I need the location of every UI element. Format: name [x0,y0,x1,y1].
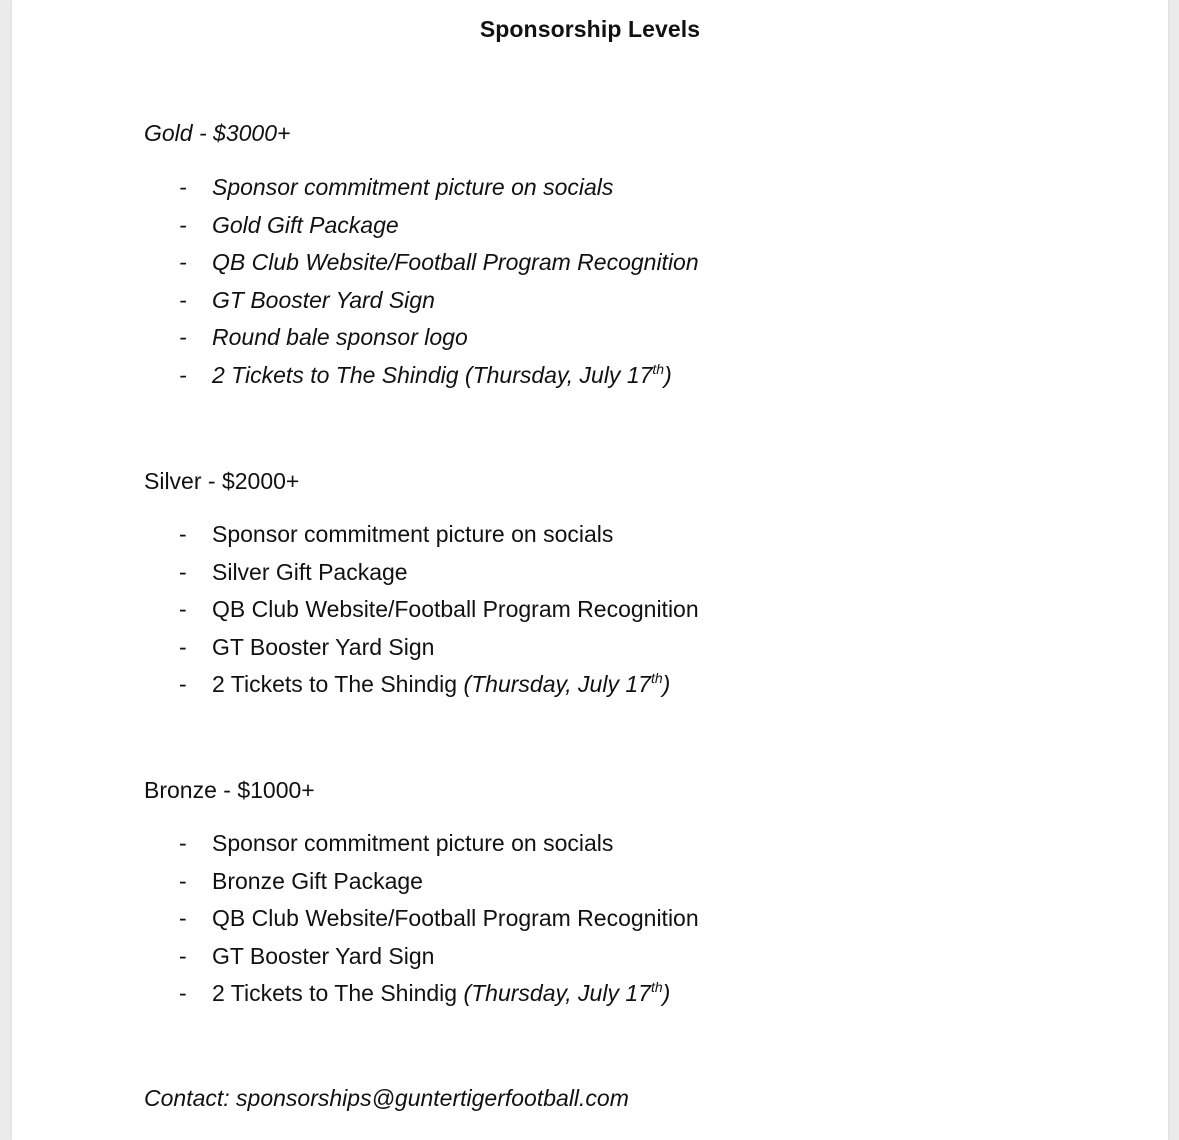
benefit-text: QB Club Website/Football Program Recognition [212,905,699,932]
list-dash: - [179,867,187,894]
tier-heading-silver: Silver - $2000+ [144,468,300,494]
ticket-date-suffix: th [652,360,665,377]
benefit-text: GT Booster Yard Sign [212,633,435,660]
ticket-date-close: ) [662,671,671,698]
benefit-text: Sponsor commitment picture on socials [212,521,614,547]
tier-heading-bronze: Bronze - $1000+ [144,777,315,803]
list-dash: - [179,633,187,660]
benefit-text: GT Booster Yard Sign [212,286,435,313]
ticket-date: (Thursday, July 17 [464,361,653,388]
ticket-date-suffix: th [650,670,663,687]
document-page [12,0,1168,1140]
list-dash: - [179,830,187,856]
ticket-text [212,362,672,389]
list-dash: - [179,286,187,313]
ticket-date-suffix: th [650,979,663,996]
list-dash: - [179,249,187,276]
benefit-text: Round bale sponsor logo [212,324,468,351]
ticket-label: 2 Tickets to The Shindig [212,671,464,698]
list-dash: - [179,211,187,238]
benefit-text: Sponsor commitment picture on socials [212,174,614,200]
list-dash: - [179,558,187,585]
benefit-text: Gold Gift Package [212,211,399,238]
benefit-text: GT Booster Yard Sign [212,942,435,969]
ticket-label: 2 Tickets to The Shindig [212,980,464,1007]
list-dash: - [179,942,187,969]
benefit-text: Sponsor commitment picture on socials [212,830,614,856]
document-title: Sponsorship Levels [479,16,701,42]
ticket-text [212,671,670,698]
list-dash: - [179,361,187,388]
ticket-date-close: ) [664,361,672,388]
list-dash: - [179,905,187,932]
ticket-text [212,980,670,1007]
tier-heading-gold: Gold - $3000+ [144,120,291,146]
benefit-text: QB Club Website/Football Program Recognition [212,596,699,623]
list-dash: - [179,521,187,547]
ticket-date: (Thursday, July 17 [463,980,651,1007]
benefit-text: Silver Gift Package [212,558,408,585]
ticket-date-close: ) [662,980,671,1007]
list-dash: - [179,324,187,351]
list-dash: - [179,671,187,698]
list-dash: - [179,596,187,623]
ticket-date: (Thursday, July 17 [463,671,651,698]
ticket-label: 2 Tickets to The Shindig [212,361,465,388]
benefit-text: QB Club Website/Football Program Recognition [212,249,699,276]
list-dash: - [179,980,187,1007]
benefit-text: Bronze Gift Package [212,867,423,894]
contact-line: Contact: sponsorships@guntertigerfootball.com [144,1085,629,1111]
list-dash: - [179,174,187,200]
